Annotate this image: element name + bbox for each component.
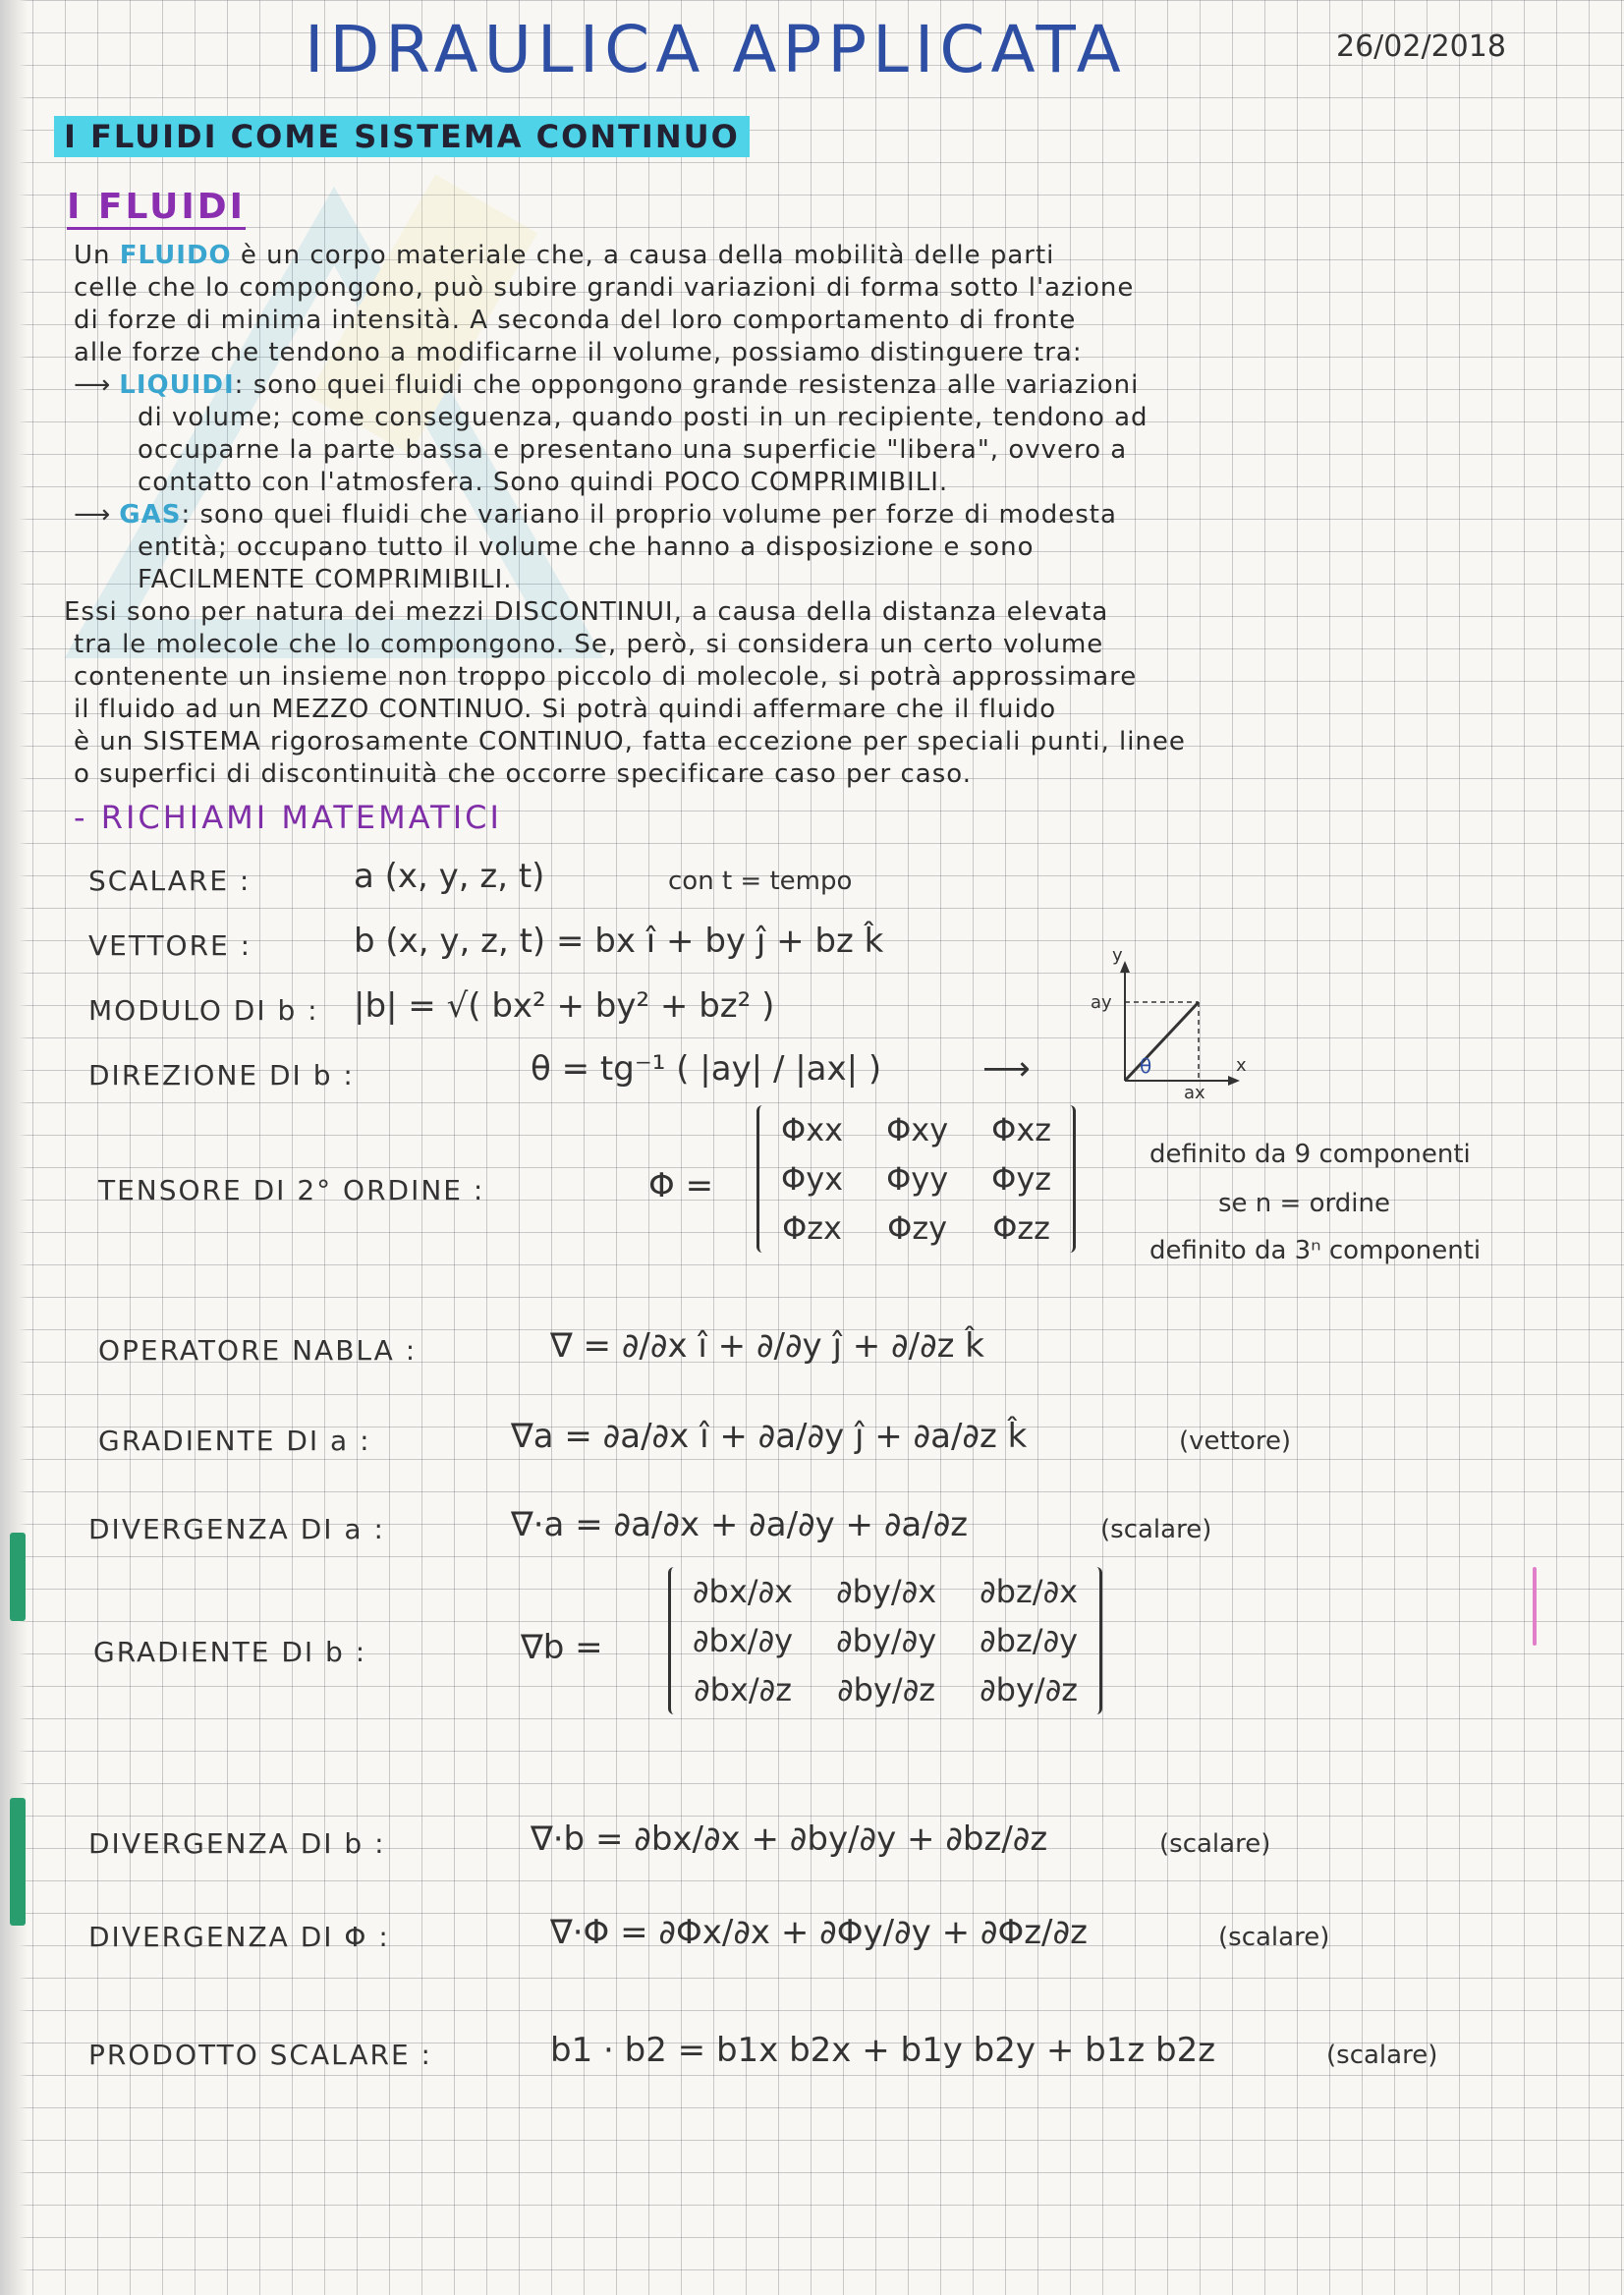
nabla-expression: ∇ = ∂/∂x î + ∂/∂y ĵ + ∂/∂z k̂: [550, 1326, 984, 1366]
notebook-binding: [0, 0, 28, 2295]
liquidi-line-4: contatto con l'atmosfera. Sono quindi POCO COMPRIMIBILI.: [138, 468, 949, 497]
tensore-symbol: Φ =: [648, 1166, 714, 1205]
green-tab-mark: [10, 1533, 26, 1621]
vettore-label: VETTORE :: [88, 929, 252, 962]
liquidi-keyword: LIQUIDI: [119, 370, 235, 400]
direzione-label: DIREZIONE DI b :: [88, 1059, 355, 1092]
fluidi-heading: I FLUIDI: [67, 187, 246, 230]
matrix-cell: Φxz: [991, 1111, 1052, 1148]
arrow-right-icon: ⟶: [74, 370, 112, 400]
scalare-note: con t = tempo: [668, 867, 853, 896]
continuo-line-4: il fluido ad un MEZZO CONTINUO. Si potrà quindi affermare che il fluido: [74, 695, 1057, 724]
matrix-cell: Φzz: [992, 1209, 1050, 1247]
highlighted-heading: I FLUIDI COME SISTEMA CONTINUO: [54, 116, 750, 157]
matrix-cell: Φzy: [887, 1209, 948, 1247]
gradiente-b-matrix: [668, 1567, 1102, 1714]
matrix-cell: ∂by/∂z: [980, 1671, 1079, 1708]
divergenza-phi-expression: ∇·Φ = ∂Φx/∂x + ∂Φy/∂y + ∂Φz/∂z: [550, 1913, 1088, 1952]
green-tab-mark: [10, 1798, 26, 1926]
x-axis-arrow-icon: [1228, 1076, 1240, 1086]
tensore-matrix: [756, 1105, 1076, 1253]
intro-text: è un corpo materiale che, a causa della mobilità delle parti: [231, 241, 1055, 270]
continuo-line-5: è un SISTEMA rigorosamente CONTINUO, fatta eccezione per speciali punti, linee: [74, 727, 1186, 756]
intro-line-2: celle che lo compongono, può subire grandi variazioni di forma sotto l'azione: [74, 273, 1135, 303]
matrix-cell: ∂bz/∂x: [980, 1573, 1079, 1610]
modulo-expression: |b| = √( bx² + by² + bz² ): [354, 986, 775, 1026]
vector-line: [1125, 1002, 1199, 1081]
matrix-cell: ∂bx/∂y: [693, 1622, 794, 1659]
matrix-cell: Φxy: [886, 1111, 949, 1148]
liquidi-text: : sono quei fluidi che oppongono grande resistenza alle variazioni: [234, 370, 1140, 400]
gradiente-a-note: (vettore): [1179, 1427, 1292, 1456]
fluido-keyword: FLUIDO: [119, 241, 232, 270]
divergenza-a-note: (scalare): [1100, 1515, 1212, 1544]
divergenza-b-label: DIVERGENZA DI b :: [88, 1827, 386, 1860]
ay-label: ay: [1091, 992, 1112, 1013]
matrix-cell: Φyz: [991, 1160, 1052, 1198]
pink-margin-mark: [1533, 1567, 1537, 1646]
prodotto-scalare-expression: b1 · b2 = b1x b2x + b1y b2y + b1z b2z: [550, 2031, 1216, 2070]
divergenza-b-note: (scalare): [1159, 1829, 1271, 1859]
page-title: IDRAULICA APPLICATA: [305, 12, 1127, 87]
matrix-cell: ∂by/∂y: [836, 1622, 937, 1659]
matrix-cell: Φzx: [782, 1209, 842, 1247]
prodotto-scalare-note: (scalare): [1326, 2041, 1438, 2070]
page-date: 26/02/2018: [1336, 29, 1506, 64]
continuo-line-6: o superfici di discontinuità che occorre specificare caso per caso.: [74, 759, 972, 789]
scalare-label: SCALARE :: [88, 865, 252, 897]
matrix-cell: Φyy: [886, 1160, 949, 1198]
divergenza-a-expression: ∇·a = ∂a/∂x + ∂a/∂y + ∂a/∂z: [511, 1505, 969, 1544]
gradiente-b-label: GRADIENTE DI b :: [93, 1636, 367, 1668]
matrix-cell: ∂bx/∂z: [694, 1671, 792, 1708]
theta-label: θ: [1140, 1054, 1152, 1078]
nabla-label: OPERATORE NABLA :: [98, 1334, 418, 1367]
direction-diagram: [1091, 943, 1248, 1100]
continuo-line-2: tra le molecole che lo compongono. Se, però, si considera un certo volume: [74, 630, 1104, 659]
divergenza-phi-label: DIVERGENZA DI Φ :: [88, 1921, 390, 1953]
matrix-cell: Φyx: [781, 1160, 844, 1198]
intro-line-4: alle forze che tendono a modificarne il volume, possiamo distinguere tra:: [74, 338, 1083, 367]
y-axis-label: y: [1112, 945, 1123, 966]
liquidi-line-2: di volume; come conseguenza, quando posti in un recipiente, tendono ad: [138, 403, 1148, 432]
intro-line-3: di forze di minima intensità. A seconda del loro comportamento di fronte: [74, 306, 1077, 335]
scalare-expression: a (x, y, z, t): [354, 857, 545, 896]
direzione-expression: θ = tg⁻¹ ( |ay| / |ax| ): [531, 1049, 882, 1089]
divergenza-a-label: DIVERGENZA DI a :: [88, 1513, 385, 1545]
tensore-label: TENSORE DI 2° ORDINE :: [98, 1174, 485, 1206]
gradiente-a-label: GRADIENTE DI a :: [98, 1425, 371, 1457]
gradiente-a-expression: ∇a = ∂a/∂x î + ∂a/∂y ĵ + ∂a/∂z k̂: [511, 1417, 1028, 1456]
divergenza-phi-note: (scalare): [1218, 1923, 1330, 1952]
tensore-note-2: se n = ordine: [1218, 1189, 1390, 1218]
prodotto-scalare-label: PRODOTTO SCALARE :: [88, 2039, 432, 2071]
gas-line-1: [74, 500, 1117, 530]
arrow-right-icon: ⟶: [74, 500, 112, 530]
gas-keyword: GAS: [119, 500, 182, 530]
arrow-right-icon: ⟶: [982, 1049, 1031, 1089]
matrix-cell: ∂bz/∂y: [980, 1622, 1079, 1659]
ax-label: ax: [1184, 1083, 1205, 1100]
gas-line-2: entità; occupano tutto il volume che hanno a disposizione e sono: [138, 532, 1035, 562]
matrix-cell: ∂bx/∂x: [693, 1573, 794, 1610]
liquidi-line-3: occuparne la parte bassa e presentano una superficie "libera", ovvero a: [138, 435, 1128, 465]
divergenza-b-expression: ∇·b = ∂bx/∂x + ∂by/∂y + ∂bz/∂z: [531, 1819, 1048, 1859]
matrix-cell: Φxx: [781, 1111, 844, 1148]
tensore-note-3: definito da 3ⁿ componenti: [1149, 1236, 1482, 1265]
continuo-line-3: contenente un insieme non troppo piccolo di molecole, si potrà approssimare: [74, 662, 1138, 692]
gas-line-3: FACILMENTE COMPRIMIBILI.: [138, 565, 513, 594]
intro-text: Un: [74, 241, 120, 270]
liquidi-line-1: [74, 370, 1139, 400]
section-title: - RICHIAMI MATEMATICI: [74, 799, 502, 836]
vettore-expression: b (x, y, z, t) = bx î + by ĵ + bz k̂: [354, 922, 884, 961]
gas-text: : sono quei fluidi che variano il proprio volume per forze di modesta: [181, 500, 1117, 530]
gradiente-b-symbol: ∇b =: [521, 1628, 603, 1667]
modulo-label: MODULO DI b :: [88, 994, 319, 1027]
matrix-cell: ∂by/∂z: [837, 1671, 936, 1708]
tensore-note-1: definito da 9 componenti: [1149, 1140, 1471, 1169]
intro-line-1: [74, 241, 1054, 270]
continuo-line-1: Essi sono per natura dei mezzi DISCONTINUI, a causa della distanza elevata: [64, 597, 1109, 627]
x-axis-label: x: [1236, 1055, 1247, 1076]
matrix-cell: ∂by/∂x: [836, 1573, 937, 1610]
